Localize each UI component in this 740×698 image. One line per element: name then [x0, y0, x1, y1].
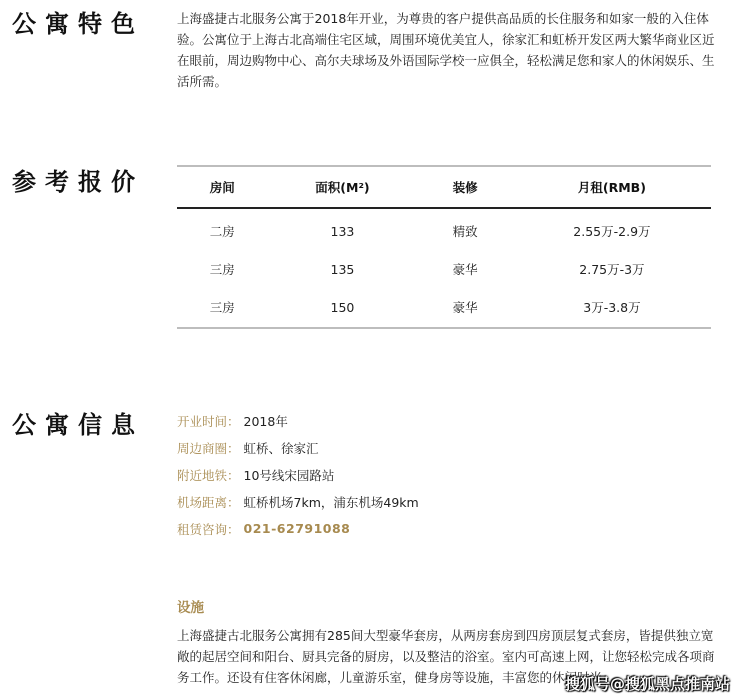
- watermark: 搜狐号@搜狐黑点推南站: [564, 675, 730, 693]
- table-row: [177, 208, 711, 250]
- info-value: 虹桥机场7km，浦东机场49km: [243, 494, 419, 510]
- facilities-title: 设施: [177, 600, 204, 616]
- cell-area: 150: [268, 288, 418, 328]
- cell-rent: 2.55万-2.9万: [573, 224, 651, 239]
- info-value: 虹桥、徐家汇: [243, 440, 319, 456]
- header-rent: 月租(RMB): [577, 180, 646, 195]
- pricing-table: [177, 165, 711, 329]
- header-decoration: 装修: [452, 180, 478, 195]
- cell-decoration: 豪华: [452, 262, 478, 277]
- info-label: 周边商圈：: [177, 440, 240, 456]
- cell-room: 二房: [209, 224, 235, 239]
- header-room: 房间: [209, 180, 235, 195]
- contact-phone[interactable]: 021-62791088: [243, 521, 351, 536]
- info-title: 公寓信息: [12, 411, 144, 439]
- cell-decoration: 精致: [452, 224, 478, 239]
- facilities-text: 上海盛捷古北服务公寓拥有285间大型豪华套房，从两房套房到四房顶层复式套房，皆提供独立宽敞的起居空间和阳台、厨具完备的厨房，以及整洁的浴室。室内可高速上网，让您轻松完成各项商务工作。还设有住客休闲廊，儿童游乐室，健身房等设施，丰富您的休闲时光。: [177, 628, 715, 685]
- table-row: [177, 250, 711, 288]
- cell-rent: 2.75万-3万: [579, 262, 645, 277]
- info-label: 附近地铁：: [177, 467, 240, 483]
- info-metro: [177, 461, 419, 488]
- table-row: [177, 288, 711, 328]
- info-value: 2018年: [243, 413, 288, 429]
- info-airport: [177, 488, 419, 515]
- info-label: 租赁咨询：: [177, 521, 240, 537]
- pricing-title: 参考报价: [12, 168, 144, 196]
- cell-area: 135: [330, 261, 355, 277]
- info-opening: [177, 407, 419, 434]
- cell-area: 133: [330, 223, 355, 239]
- info-label: 开业时间：: [177, 413, 240, 429]
- cell-room: 三房: [209, 262, 235, 277]
- cell-rent: 3万-3.8万: [513, 288, 711, 328]
- info-value: 10号线宋园路站: [243, 467, 335, 483]
- info-business-district: [177, 434, 419, 461]
- info-list: [177, 407, 419, 542]
- header-area: 面积(M²): [315, 180, 370, 195]
- features-text: 上海盛捷古北服务公寓于2018年开业，为尊贵的客户提供高品质的长住服务和如家一般的入住体验。公寓位于上海古北高端住宅区域，周围环境优美宜人，徐家汇和虹桥开发区两大繁华商业区近在眼前，周边购物中心、高尔夫球场及外语国际学校一应俱全，轻松满足您和家人的休闲娱乐、生活所需。: [177, 11, 715, 89]
- features-title: 公寓特色: [12, 10, 144, 38]
- info-contact: [177, 515, 419, 542]
- cell-decoration: 豪华: [417, 288, 512, 328]
- cell-room: 三房: [177, 288, 268, 328]
- pricing-header-row: [177, 166, 711, 208]
- info-label: 机场距离：: [177, 494, 240, 510]
